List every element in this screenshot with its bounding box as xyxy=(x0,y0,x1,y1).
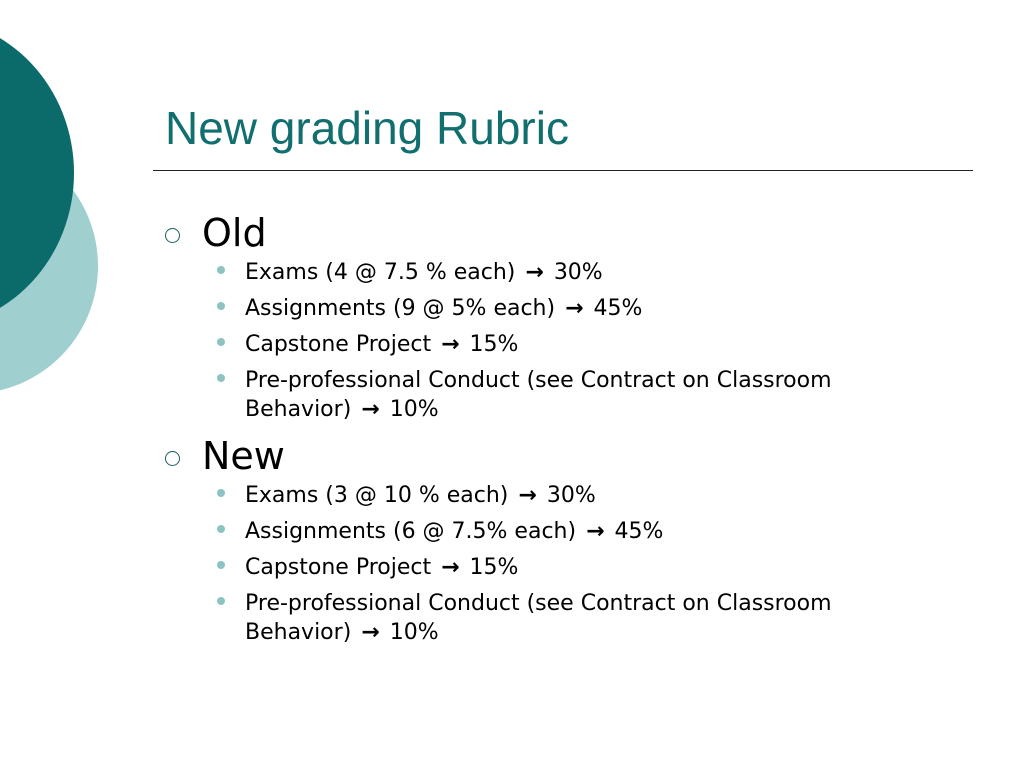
item-description: Pre-professional Conduct (see Contract on Classroom Behavior) xyxy=(245,591,832,645)
list-item xyxy=(217,517,985,546)
item-percentage: 45% xyxy=(614,519,664,544)
slide-title: New grading Rubric xyxy=(165,102,569,154)
item-description: Assignments (6 @ 7.5% each) xyxy=(245,519,577,544)
list-item-text xyxy=(245,330,845,359)
list-item xyxy=(217,294,985,323)
dot-bullet-icon xyxy=(217,302,225,310)
item-description: Assignments (9 @ 5% each) xyxy=(245,296,556,321)
right-arrow-icon: → xyxy=(565,296,584,321)
slide-content xyxy=(165,208,985,654)
list-item xyxy=(217,258,985,287)
section-label: New xyxy=(202,434,285,478)
item-description: Pre-professional Conduct (see Contract on Classroom Behavior) xyxy=(245,368,832,422)
item-percentage: 15% xyxy=(469,555,519,580)
rubric-list xyxy=(165,258,985,424)
list-item xyxy=(217,553,985,582)
section-heading xyxy=(165,431,985,481)
rubric-list xyxy=(165,481,985,647)
item-description: Capstone Project xyxy=(245,555,432,580)
right-arrow-icon: → xyxy=(361,397,380,422)
list-item xyxy=(217,589,985,647)
dot-bullet-icon xyxy=(217,597,225,605)
item-percentage: 30% xyxy=(546,483,596,508)
list-item-text xyxy=(245,553,845,582)
dot-bullet-icon xyxy=(217,525,225,533)
dot-bullet-icon xyxy=(217,266,225,274)
title-divider xyxy=(153,170,973,171)
right-arrow-icon: → xyxy=(518,483,537,508)
section-new xyxy=(165,431,985,647)
list-item-text xyxy=(245,366,845,424)
list-item xyxy=(217,366,985,424)
right-arrow-icon: → xyxy=(586,519,605,544)
item-percentage: 15% xyxy=(469,332,519,357)
dot-bullet-icon xyxy=(217,338,225,346)
item-percentage: 45% xyxy=(593,296,643,321)
dot-bullet-icon xyxy=(217,489,225,497)
list-item-text xyxy=(245,481,845,510)
list-item-text xyxy=(245,294,845,323)
right-arrow-icon: → xyxy=(525,260,544,285)
item-description: Capstone Project xyxy=(245,332,432,357)
dot-bullet-icon xyxy=(217,561,225,569)
item-description: Exams (3 @ 10 % each) xyxy=(245,483,509,508)
right-arrow-icon: → xyxy=(441,332,460,357)
list-item xyxy=(217,481,985,510)
list-item-text xyxy=(245,258,845,287)
section-heading xyxy=(165,208,985,258)
list-item-text xyxy=(245,517,845,546)
section-label: Old xyxy=(202,211,267,255)
item-percentage: 10% xyxy=(389,620,439,645)
hollow-circle-bullet-icon xyxy=(165,451,180,466)
hollow-circle-bullet-icon xyxy=(165,228,180,243)
right-arrow-icon: → xyxy=(441,555,460,580)
item-description: Exams (4 @ 7.5 % each) xyxy=(245,260,516,285)
dot-bullet-icon xyxy=(217,374,225,382)
item-percentage: 10% xyxy=(389,397,439,422)
list-item-text xyxy=(245,589,845,647)
item-percentage: 30% xyxy=(553,260,603,285)
list-item xyxy=(217,330,985,359)
section-old xyxy=(165,208,985,424)
right-arrow-icon: → xyxy=(361,620,380,645)
